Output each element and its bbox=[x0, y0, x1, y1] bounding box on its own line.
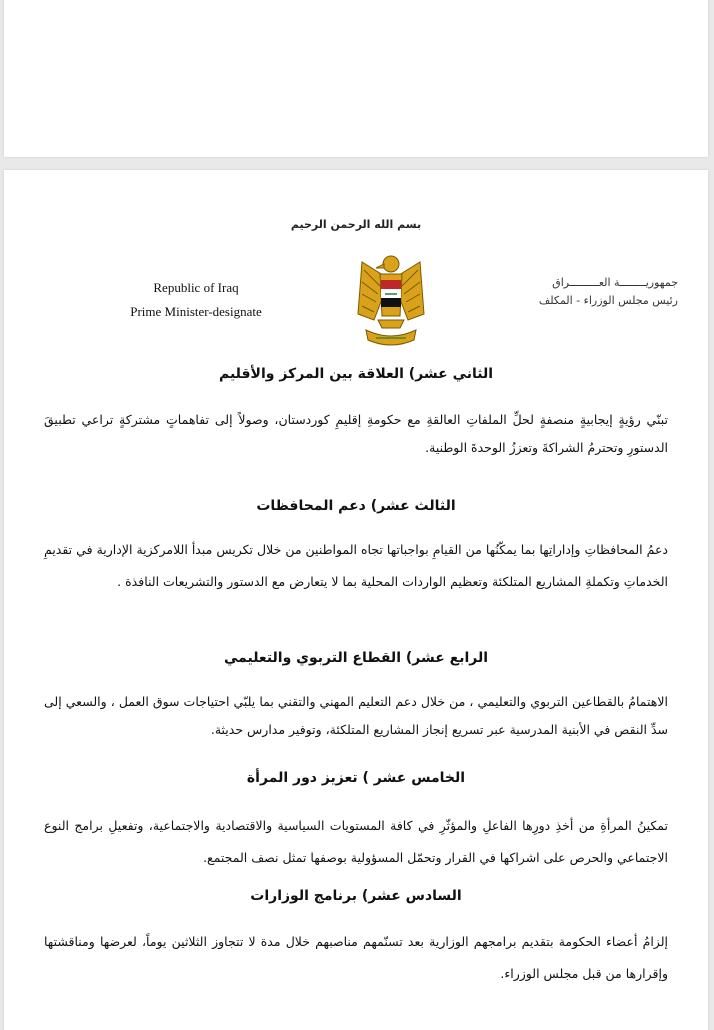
letterhead-en-office: Prime Minister-designate bbox=[130, 304, 262, 319]
section-16-body: إلزامُ أعضاء الحكومة بتقديم برامجهم الوزارية بعد تسنّمهم مناصبهم خلال مدة لا تتجاوز الثلاثين يوماً، لعرضها ومناقشتها وإقرارها من قبل مجلس الوزراء. bbox=[44, 934, 668, 981]
section-15-body: تمكينُ المرأةِ من أخذِ دورِها الفاعلِ والمؤثّرِ في كافة المستويات السياسية والاقتصادية والاجتماعية، وتفعيلِ برامج النوع الاجتماعي والحرص على اشراكها في القرار وتحمّل المسؤولية بوصفها تمثل نصف المجتمع. bbox=[44, 818, 668, 865]
letterhead-ar-office: رئيس مجلس الوزراء - المكلف bbox=[538, 294, 678, 307]
iraq-eagle-emblem-icon bbox=[354, 250, 428, 348]
section-15-title: الخامس عشر ) تعزيز دور المرأة bbox=[246, 770, 466, 786]
previous-page bbox=[4, 0, 708, 157]
section-16-title: السادس عشر) برنامج الوزارات bbox=[250, 888, 462, 904]
english-letterhead bbox=[96, 276, 296, 324]
bismillah-heading: بسم الله الرحمن الرحيم bbox=[290, 218, 422, 231]
letterhead-ar-country: جمهوريــــــــة العـــــــــراق bbox=[552, 276, 678, 289]
section-13-body: دعمُ المحافظاتِ وإداراتِها بما يمكّنُها من القيامِ بواجباتها تجاه المواطنين من خلال تكريس مبدأ اللامركزية الإدارية في تقديمِ الخدماتِ وتكملةِ المشاريع المتلكئة وتعظيم الواردات المحلية بما لا يتعارض مع الدستور والتشريعات النافذة . bbox=[44, 542, 668, 589]
section-12-body: تبنّي رؤيةٍ إيجابيةٍ منصفةٍ لحلِّ الملفاتِ العالقةِ مع حكومةِ إقليمِ كوردستان، وصولاً إلى تفاهماتٍ مشتركةٍ تراعي تطبيقَ الدستورِ وتحترمُ الشراكةَ وتعززُ الوحدةَ الوطنية. bbox=[44, 412, 668, 455]
document-page bbox=[4, 170, 708, 1030]
section-14-body: الاهتمامُ بالقطاعين التربوي والتعليمي ، من خلال دعم التعليم المهني والتقني بما يلبّي احتياجات سوق العمل ، والسعي إلى سدِّ النقص في الأبنية المدرسية عبر تسريع إنجاز المشاريع المتلكئة، وتوفير مدارس حديثة. bbox=[44, 694, 668, 737]
letterhead-en-country: Republic of Iraq bbox=[153, 280, 239, 295]
section-13-title: الثالث عشر) دعم المحافظات bbox=[256, 498, 456, 514]
section-14-title: الرابع عشر) القطاع التربوي والتعليمي bbox=[223, 650, 489, 666]
section-12-title: الثاني عشر) العلاقة بين المركز والأقليم bbox=[218, 366, 494, 382]
arabic-letterhead bbox=[478, 274, 678, 310]
